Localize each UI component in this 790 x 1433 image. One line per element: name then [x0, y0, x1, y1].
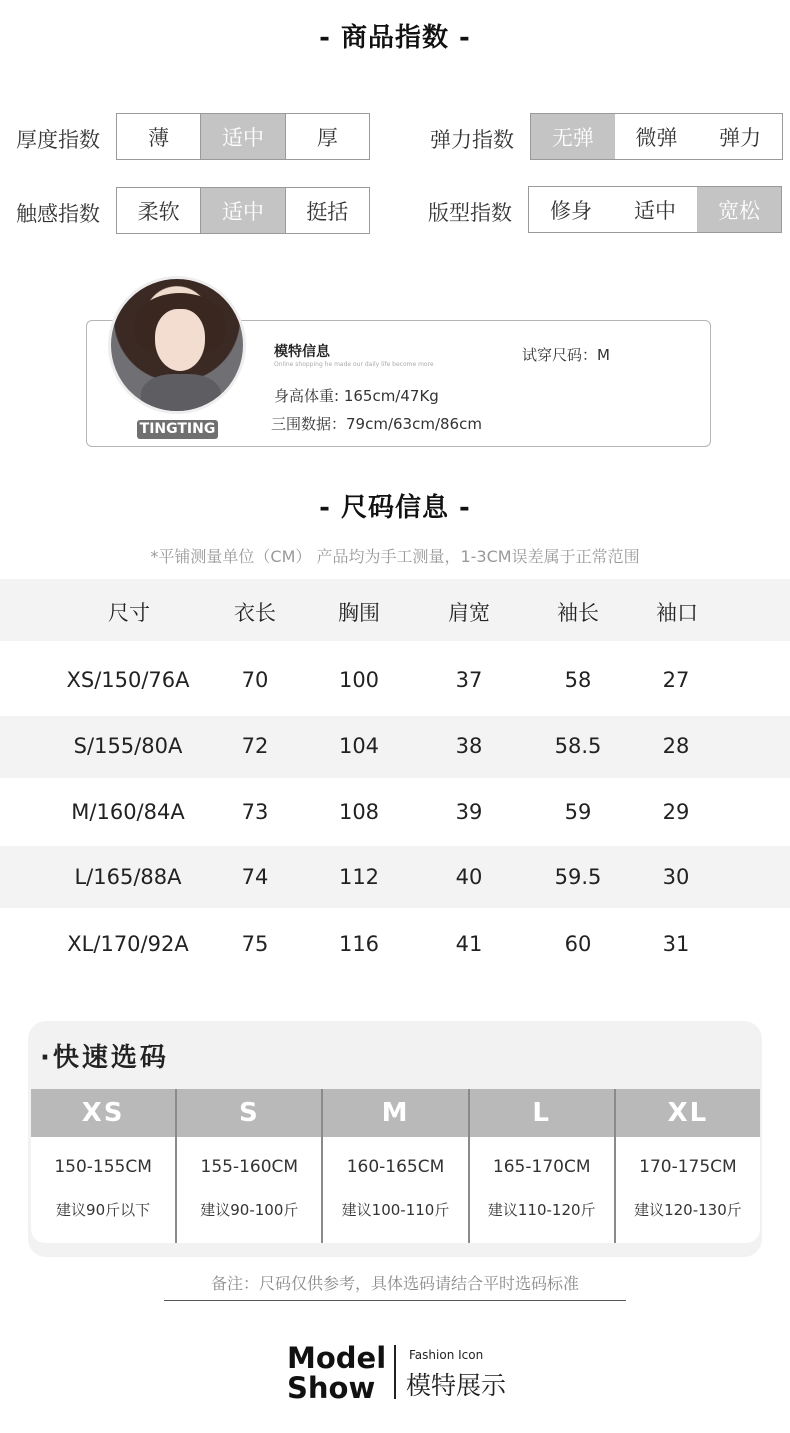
quick-size-advice: 建议120-130斤 [634, 1201, 742, 1219]
elasticity-index-options [530, 113, 783, 160]
quick-size-range: 165-170CM [492, 1157, 591, 1177]
model-height-weight: 身高体重: 165cm/47Kg [274, 387, 439, 405]
model-info-title: 模特信息 [274, 344, 330, 360]
fit-index-options [528, 186, 782, 233]
fit-option-loose: 宽松 [697, 187, 781, 232]
table-cell: 72 [241, 734, 269, 758]
quick-size-s [177, 1089, 323, 1243]
touch-index-label: 触感指数 [16, 202, 100, 226]
thickness-option-thin: 薄 [117, 114, 201, 159]
table-cell: 104 [338, 734, 380, 758]
header-size: 尺寸 [108, 601, 150, 625]
table-cell: 37 [455, 668, 483, 692]
fit-option-slim: 修身 [550, 198, 592, 223]
table-cell: 29 [662, 800, 690, 824]
model-info-subtitle: Online shopping he made our daily life become more [274, 361, 434, 368]
quick-size-range: 170-175CM [639, 1157, 737, 1177]
table-cell: 100 [338, 668, 380, 692]
size-table-header-row [0, 579, 790, 641]
model-name-tag: TINGTING [137, 420, 218, 439]
elasticity-option-stretch: 弹力 [719, 125, 762, 150]
thickness-index-label: 厚度指数 [16, 128, 100, 152]
table-cell: 73 [241, 800, 269, 824]
table-cell: 116 [338, 932, 380, 956]
header-length: 衣长 [234, 601, 276, 625]
touch-option-medium: 适中 [201, 188, 285, 233]
quick-size-advice: 建议100-110斤 [341, 1201, 450, 1219]
quick-size-range: 160-165CM [346, 1157, 445, 1177]
quick-size-label: S [177, 1089, 321, 1137]
thickness-index-options [116, 113, 370, 160]
table-cell: 27 [662, 668, 690, 692]
table-cell: 60 [564, 932, 592, 956]
model-show-divider [394, 1345, 396, 1399]
table-cell: XL/170/92A [67, 932, 189, 956]
table-cell: 41 [455, 932, 483, 956]
table-cell: 58.5 [554, 734, 602, 758]
model-trial-size: 试穿尺码：M [522, 346, 610, 364]
quick-size-range: 150-155CM [54, 1157, 152, 1177]
quick-size-label: L [470, 1089, 614, 1137]
table-cell: 40 [455, 865, 483, 889]
quick-select-grid [31, 1089, 760, 1243]
quick-size-label: M [323, 1089, 467, 1137]
model-show-cn-title: 模特展示 [406, 1371, 507, 1400]
table-cell: 31 [662, 932, 690, 956]
table-cell: 70 [241, 668, 269, 692]
table-cell: L/165/88A [74, 865, 182, 889]
table-cell: 58 [564, 668, 592, 692]
table-cell: 112 [338, 865, 380, 889]
header-sleeve: 袖长 [557, 601, 599, 625]
size-remark: 备注：尺码仅供参考，具体选码请结合平时选码标准 [164, 1271, 626, 1301]
touch-option-crisp: 挺括 [306, 199, 349, 224]
thickness-option-thick: 厚 [316, 125, 338, 150]
table-cell: 59 [564, 800, 592, 824]
model-show-fashion-icon: Fashion Icon [409, 1348, 484, 1362]
elasticity-option-slight: 微弹 [635, 125, 678, 150]
fit-index-label: 版型指数 [428, 201, 512, 225]
model-measurements: 三围数据：79cm/63cm/86cm [271, 415, 482, 433]
table-cell: XS/150/76A [66, 668, 190, 692]
quick-select-title: ·快速选码 [40, 1043, 169, 1073]
quick-size-xs [31, 1089, 177, 1243]
model-show-line2: Show [287, 1371, 376, 1405]
elasticity-index-label: 弹力指数 [430, 128, 514, 152]
touch-index-options [116, 187, 370, 234]
thickness-option-medium: 适中 [201, 114, 285, 159]
quick-size-label: XS [31, 1089, 175, 1137]
table-cell: 39 [455, 800, 483, 824]
fit-option-regular: 适中 [634, 198, 676, 223]
header-cuff: 袖口 [656, 601, 698, 625]
table-cell: 108 [338, 800, 380, 824]
quick-size-m [323, 1089, 469, 1243]
quick-size-advice: 建议90斤以下 [56, 1201, 151, 1219]
size-measure-note: *平铺测量单位（CM） 产品均为手工测量，1-3CM误差属于正常范围 [150, 547, 640, 566]
table-cell: S/155/80A [73, 734, 183, 758]
elasticity-option-none: 无弹 [531, 114, 615, 159]
table-row [0, 716, 790, 778]
quick-size-range: 155-160CM [200, 1157, 299, 1177]
touch-option-soft: 柔软 [117, 188, 201, 233]
header-chest: 胸围 [338, 601, 380, 625]
quick-size-label: XL [616, 1089, 760, 1137]
table-row [0, 911, 790, 977]
model-avatar [108, 276, 246, 414]
table-row [0, 779, 790, 845]
table-cell: 30 [662, 865, 690, 889]
table-cell: 59.5 [554, 865, 602, 889]
header-shoulder: 肩宽 [448, 601, 490, 625]
quick-size-l [470, 1089, 616, 1243]
size-info-title: - 尺码信息 - [319, 493, 471, 523]
table-row [0, 647, 790, 713]
table-row [0, 846, 790, 908]
table-cell: 38 [455, 734, 483, 758]
quick-size-advice: 建议110-120斤 [487, 1201, 596, 1219]
table-cell: 28 [662, 734, 690, 758]
model-show-line1: Model [287, 1341, 387, 1375]
table-cell: M/160/84A [71, 800, 185, 824]
product-index-title: - 商品指数 - [319, 23, 471, 53]
quick-size-advice: 建议90-100斤 [200, 1201, 299, 1219]
quick-size-xl [616, 1089, 760, 1243]
table-cell: 74 [241, 865, 269, 889]
table-cell: 75 [241, 932, 269, 956]
